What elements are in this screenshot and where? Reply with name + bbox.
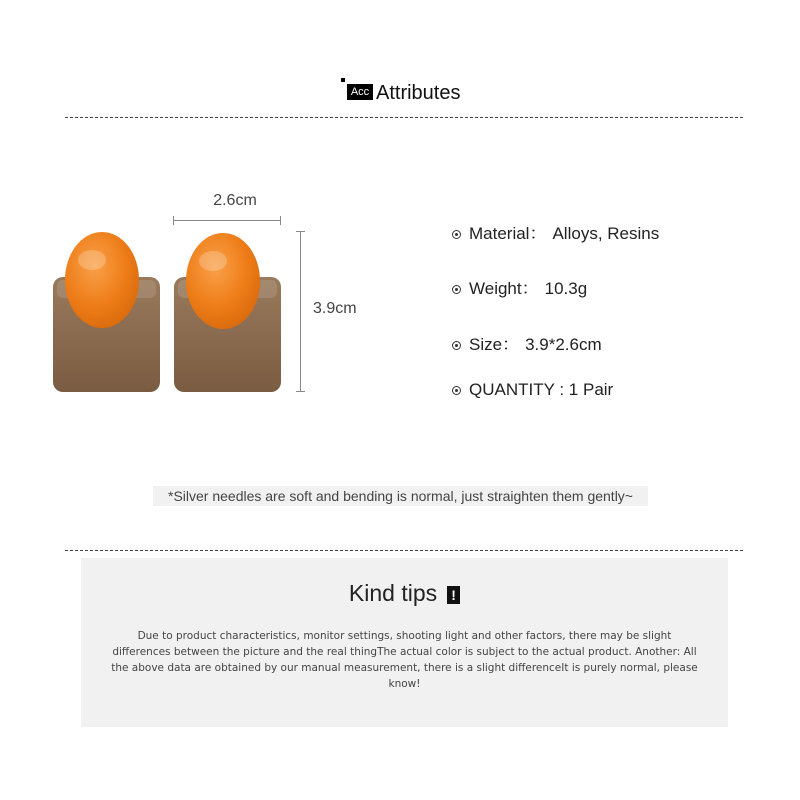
header-dot	[341, 78, 345, 82]
right-earring	[174, 233, 281, 392]
bullet-icon	[452, 341, 461, 350]
attribute-quantity	[452, 380, 613, 400]
product-image	[40, 180, 380, 410]
attribute-material	[452, 219, 659, 244]
bullet-icon	[452, 386, 461, 395]
attribute-label: QUANTITY : 1 Pair	[469, 380, 614, 399]
attribute-label: Material：	[469, 224, 547, 243]
dashed-divider-middle	[65, 550, 743, 551]
attribute-label: Size：	[469, 335, 520, 354]
header-badge: Acc	[347, 84, 373, 100]
attribute-label: Weight：	[469, 279, 539, 298]
kind-tips-heading	[81, 580, 728, 607]
attribute-weight	[452, 274, 587, 299]
bullet-icon	[452, 230, 461, 239]
height-dimension-line	[300, 231, 301, 392]
attribute-value: 3.9*2.6cm	[525, 335, 602, 354]
section-header	[0, 76, 800, 110]
kind-tips-title: Kind tips	[348, 580, 438, 606]
earrings-illustration	[40, 180, 380, 410]
height-dimension-label: 3.9cm	[313, 300, 357, 317]
width-dimension-line	[173, 220, 281, 221]
attribute-value: 10.3g	[544, 279, 588, 298]
width-dimension-label: 2.6cm	[213, 192, 257, 209]
silver-needle-note: *Silver needles are soft and bending is normal, just straighten them gently~	[153, 486, 648, 506]
attribute-size	[452, 330, 602, 355]
section-title: Attributes	[376, 82, 461, 104]
bullet-icon	[452, 285, 461, 294]
left-earring	[53, 232, 160, 392]
kind-tips-text: Due to product characteristics, monitor settings, shooting light and other factors, there may be slight differences between the picture and the real thingThe actual color is subject to the actual product. Another: All the above data are obtained by our manual measurement, there is a slight differenceIt is purely normal, please know!	[111, 630, 698, 690]
exclamation-icon: !	[447, 586, 460, 604]
attribute-value: Alloys, Resins	[552, 224, 660, 243]
dashed-divider-top	[65, 117, 743, 118]
kind-tips-box	[81, 558, 728, 727]
